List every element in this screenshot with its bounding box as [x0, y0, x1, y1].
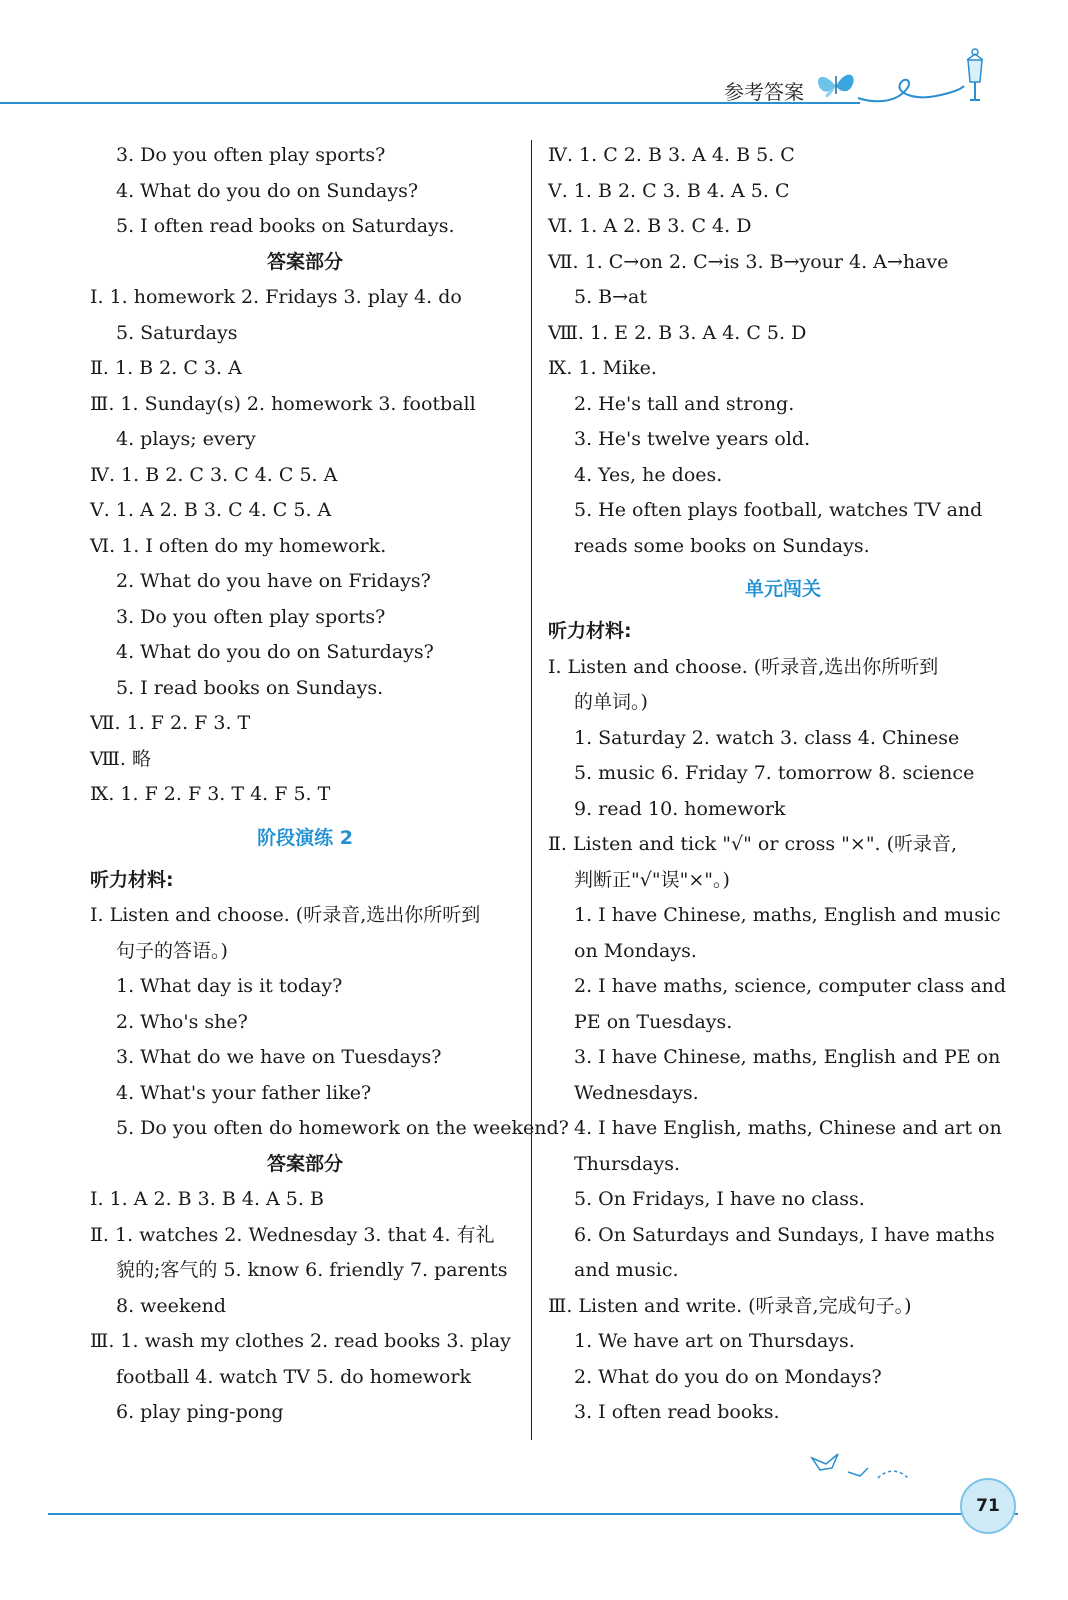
answer-line: 3. I have Chinese, maths, English and PE on: [574, 1046, 1001, 1068]
answer-line: 5. I often read books on Saturdays.: [116, 215, 455, 237]
butterfly-icon: [812, 68, 862, 104]
answer-line: Ⅲ. 1. wash my clothes 2. read books 3. play: [90, 1330, 511, 1352]
answer-line: 2. I have maths, science, computer class and: [574, 975, 1007, 997]
answer-line: Ⅰ. Listen and choose. (听录音,选出你所听到: [548, 655, 939, 678]
answer-line: PE on Tuesdays.: [574, 1010, 733, 1033]
answer-line: Ⅲ. Listen and write. (听录音,完成句子。): [548, 1294, 912, 1317]
answer-line: 4. What do you do on Saturdays?: [116, 641, 434, 663]
answer-line: 3. I often read books.: [574, 1401, 780, 1423]
answer-line: Ⅲ. 1. Sunday(s) 2. homework 3. football: [90, 392, 476, 415]
answer-line: 2. He's tall and strong.: [574, 392, 795, 415]
answer-line: 句子的答语。): [116, 939, 228, 962]
answer-line: Ⅴ. 1. B 2. C 3. B 4. A 5. C: [548, 179, 790, 202]
lantern-icon: [962, 48, 988, 102]
answer-line: 4. What do you do on Sundays?: [116, 179, 419, 202]
answer-line: Ⅱ. 1. watches 2. Wednesday 3. that 4. 有礼: [90, 1223, 495, 1246]
answer-line: 判断正"√"误"×"。): [574, 868, 730, 891]
bird-doodle-icon: [808, 1448, 928, 1488]
answer-line: 4. plays; every: [116, 428, 256, 450]
answer-line: 9. read 10. homework: [574, 797, 786, 820]
answer-line: 5. music 6. Friday 7. tomorrow 8. science: [574, 762, 975, 784]
answer-line: Ⅵ. 1. I often do my homework.: [90, 534, 387, 557]
answer-line: 4. I have English, maths, Chinese and art on: [574, 1117, 1002, 1139]
answer-line: Ⅸ. 1. F 2. F 3. T 4. F 5. T: [90, 783, 331, 805]
answer-line: Ⅰ. Listen and choose. (听录音,选出你所听到: [90, 904, 481, 926]
footer-rule: [48, 1513, 1018, 1515]
answer-line: 3. What do we have on Tuesdays?: [116, 1046, 442, 1068]
answer-line: 4. Yes, he does.: [574, 463, 723, 486]
answer-line: Ⅴ. 1. A 2. B 3. C 4. C 5. A: [90, 499, 332, 521]
answer-line: Ⅱ. 1. B 2. C 3. A: [90, 357, 242, 379]
answer-line: 貌的;客气的 5. know 6. friendly 7. parents: [116, 1259, 508, 1281]
answer-line: 5. Saturdays: [116, 321, 238, 344]
answer-line: 8. weekend: [116, 1294, 227, 1317]
answer-line: 5. He often plays football, watches TV and: [574, 499, 983, 521]
answer-line: Ⅰ. 1. A 2. B 3. B 4. A 5. B: [90, 1188, 324, 1210]
answer-line: 1. We have art on Thursdays.: [574, 1330, 855, 1352]
answer-line: on Mondays.: [574, 939, 697, 962]
answer-line: Wednesdays.: [574, 1081, 699, 1104]
answer-line: Ⅶ. 1. C→on 2. C→is 3. B→your 4. A→have: [548, 250, 949, 273]
left-column: [90, 138, 569, 1431]
column-divider: [531, 140, 532, 1440]
answer-line: Ⅱ. Listen and tick "√" or cross "×". (听录音,: [548, 833, 958, 855]
answer-line: 5. Do you often do homework on the weekend?: [116, 1117, 569, 1139]
section-title: 阶段演练 2: [257, 826, 353, 849]
answer-line: reads some books on Sundays.: [574, 534, 870, 557]
answer-line: 2. What do you do on Mondays?: [574, 1365, 882, 1388]
answer-line: Ⅰ. 1. homework 2. Fridays 3. play 4. do: [90, 286, 462, 308]
answer-line: 1. Saturday 2. watch 3. class 4. Chinese: [574, 726, 960, 749]
answer-line: 2. Who's she?: [116, 1010, 248, 1033]
answer-line: 1. What day is it today?: [116, 975, 343, 997]
answer-line: football 4. watch TV 5. do homework: [116, 1365, 472, 1388]
answer-line: 5. On Fridays, I have no class.: [574, 1188, 865, 1210]
answer-line: 5. I read books on Sundays.: [116, 676, 384, 699]
answer-line: Thursdays.: [574, 1152, 680, 1175]
answer-line: 4. What's your father like?: [116, 1081, 372, 1104]
page-number: 71: [960, 1478, 1016, 1534]
answer-line: Ⅷ. 略: [90, 747, 152, 770]
header-title: 参考答案: [724, 80, 804, 104]
right-column: [548, 138, 1018, 1431]
answer-line: 6. play ping-pong: [116, 1401, 284, 1423]
answer-line: 的单词。): [574, 691, 648, 713]
swirl-line-decoration: [856, 68, 966, 108]
answer-line: Ⅶ. 1. F 2. F 3. T: [90, 712, 251, 734]
answer-line: 3. Do you often play sports?: [116, 144, 386, 166]
listening-heading: 听力材料:: [90, 868, 174, 891]
answer-part-heading: 答案部分: [266, 1152, 343, 1175]
answer-line: Ⅳ. 1. C 2. B 3. A 4. B 5. C: [548, 144, 795, 166]
answer-line: Ⅳ. 1. B 2. C 3. C 4. C 5. A: [90, 463, 338, 486]
answer-line: 2. What do you have on Fridays?: [116, 570, 431, 592]
answer-line: 3. Do you often play sports?: [116, 605, 386, 628]
answer-line: 3. He's twelve years old.: [574, 428, 811, 450]
answer-line: 5. B→at: [574, 286, 648, 308]
answer-line: Ⅸ. 1. Mike.: [548, 357, 657, 379]
answer-line: Ⅷ. 1. E 2. B 3. A 4. C 5. D: [548, 321, 807, 344]
section-title: 单元闯关: [744, 578, 821, 600]
answer-line: and music.: [574, 1259, 679, 1281]
answer-line: 6. On Saturdays and Sundays, I have maths: [574, 1223, 995, 1246]
answer-part-heading: 答案部分: [266, 250, 343, 273]
answer-line: Ⅵ. 1. A 2. B 3. C 4. D: [548, 215, 752, 237]
listening-heading: 听力材料:: [548, 620, 632, 642]
answer-line: 1. I have Chinese, maths, English and music: [574, 904, 1001, 926]
